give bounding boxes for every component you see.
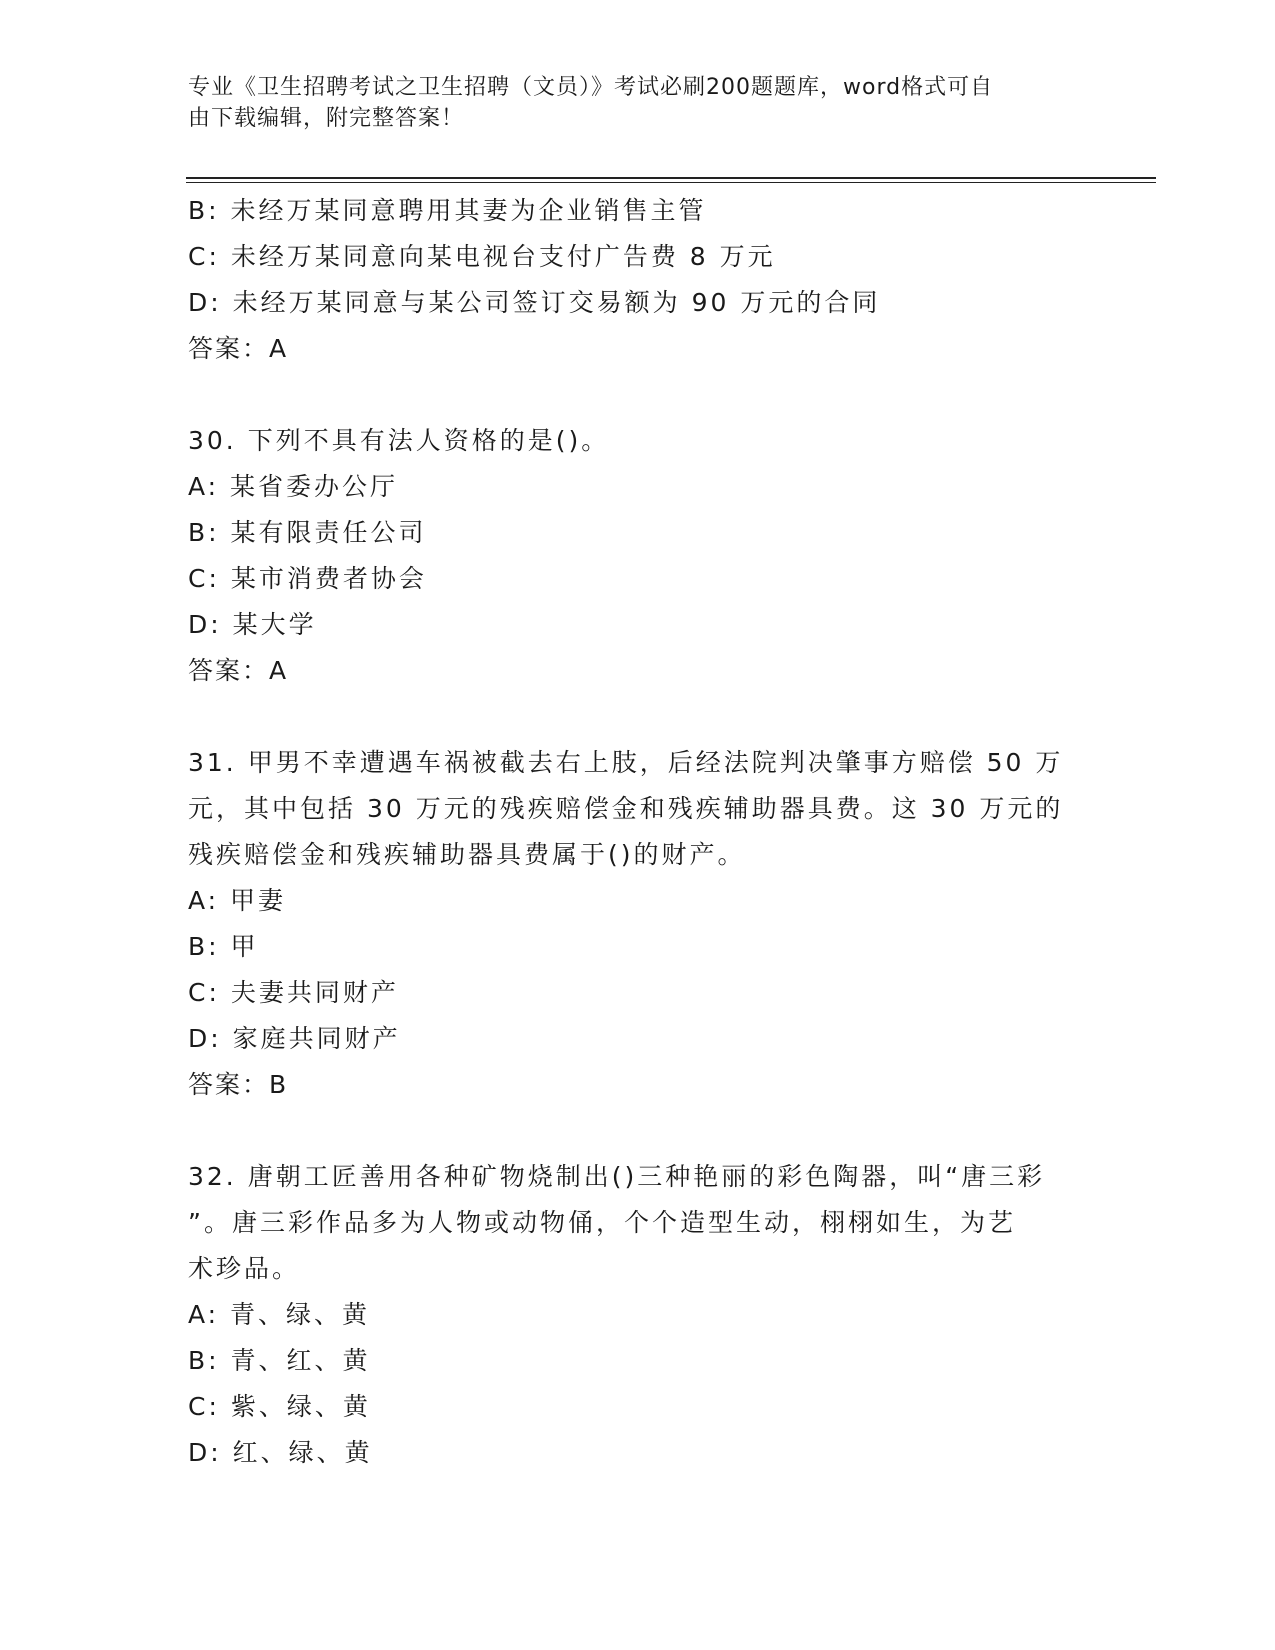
header-divider [186,182,1156,183]
question-32 [188,1154,1088,1476]
option-d: D: 家庭共同财产 [188,1024,401,1053]
option-d: D: 红、绿、黄 [188,1438,373,1467]
option-d: D: 某大学 [188,610,317,639]
option-c: C: 紫、绿、黄 [188,1392,371,1421]
option-a: A: 某省委办公厅 [188,472,399,501]
question-stem: 元，其中包括 30 万元的残疾赔偿金和残疾辅助器具费。这 30 万元的 [188,794,1064,823]
answer-line: 答案：B [188,1070,289,1099]
option-b: B: 某有限责任公司 [188,518,427,547]
option-d: D: 未经万某同意与某公司签订交易额为 90 万元的合同 [188,288,881,317]
answer-line: 答案：A [188,656,289,685]
header-divider [186,177,1156,179]
question-spacer [188,372,1088,418]
question-stem: 术珍品。 [188,1254,301,1283]
question-29 [188,188,1088,372]
question-spacer [188,694,1088,740]
option-a: A: 青、绿、黄 [188,1300,371,1329]
answer-line: 答案：A [188,334,289,363]
option-b: B: 甲 [188,932,259,961]
question-stem: 残疾赔偿金和残疾辅助器具费属于()的财产。 [188,840,746,869]
question-stem: 31. 甲男不幸遭遇车祸被截去右上肢，后经法院判决肇事方赔偿 50 万 [188,748,1064,777]
header-line: 由下载编辑，附完整答案！ [188,106,465,131]
question-stem: 32. 唐朝工匠善用各种矿物烧制出()三种艳丽的彩色陶器，叫“唐三彩 [188,1162,1046,1191]
question-stem: ”。唐三彩作品多为人物或动物俑，个个造型生动，栩栩如生，为艺 [188,1208,1016,1237]
document-header [188,72,1068,134]
option-c: C: 夫妻共同财产 [188,978,399,1007]
question-31 [188,740,1088,1108]
header-line: 专业《卫生招聘考试之卫生招聘（文员）》考试必刷200题题库，word格式可自 [188,75,994,100]
question-spacer [188,1108,1088,1154]
option-c: C: 未经万某同意向某电视台支付广告费 8 万元 [188,242,776,271]
question-30 [188,418,1088,694]
option-b: B: 青、红、黄 [188,1346,371,1375]
option-a: A: 甲妻 [188,886,287,915]
question-list [188,188,1088,1476]
option-b: B: 未经万某同意聘用其妻为企业销售主管 [188,196,707,225]
option-c: C: 某市消费者协会 [188,564,427,593]
question-stem: 30. 下列不具有法人资格的是()。 [188,426,610,455]
